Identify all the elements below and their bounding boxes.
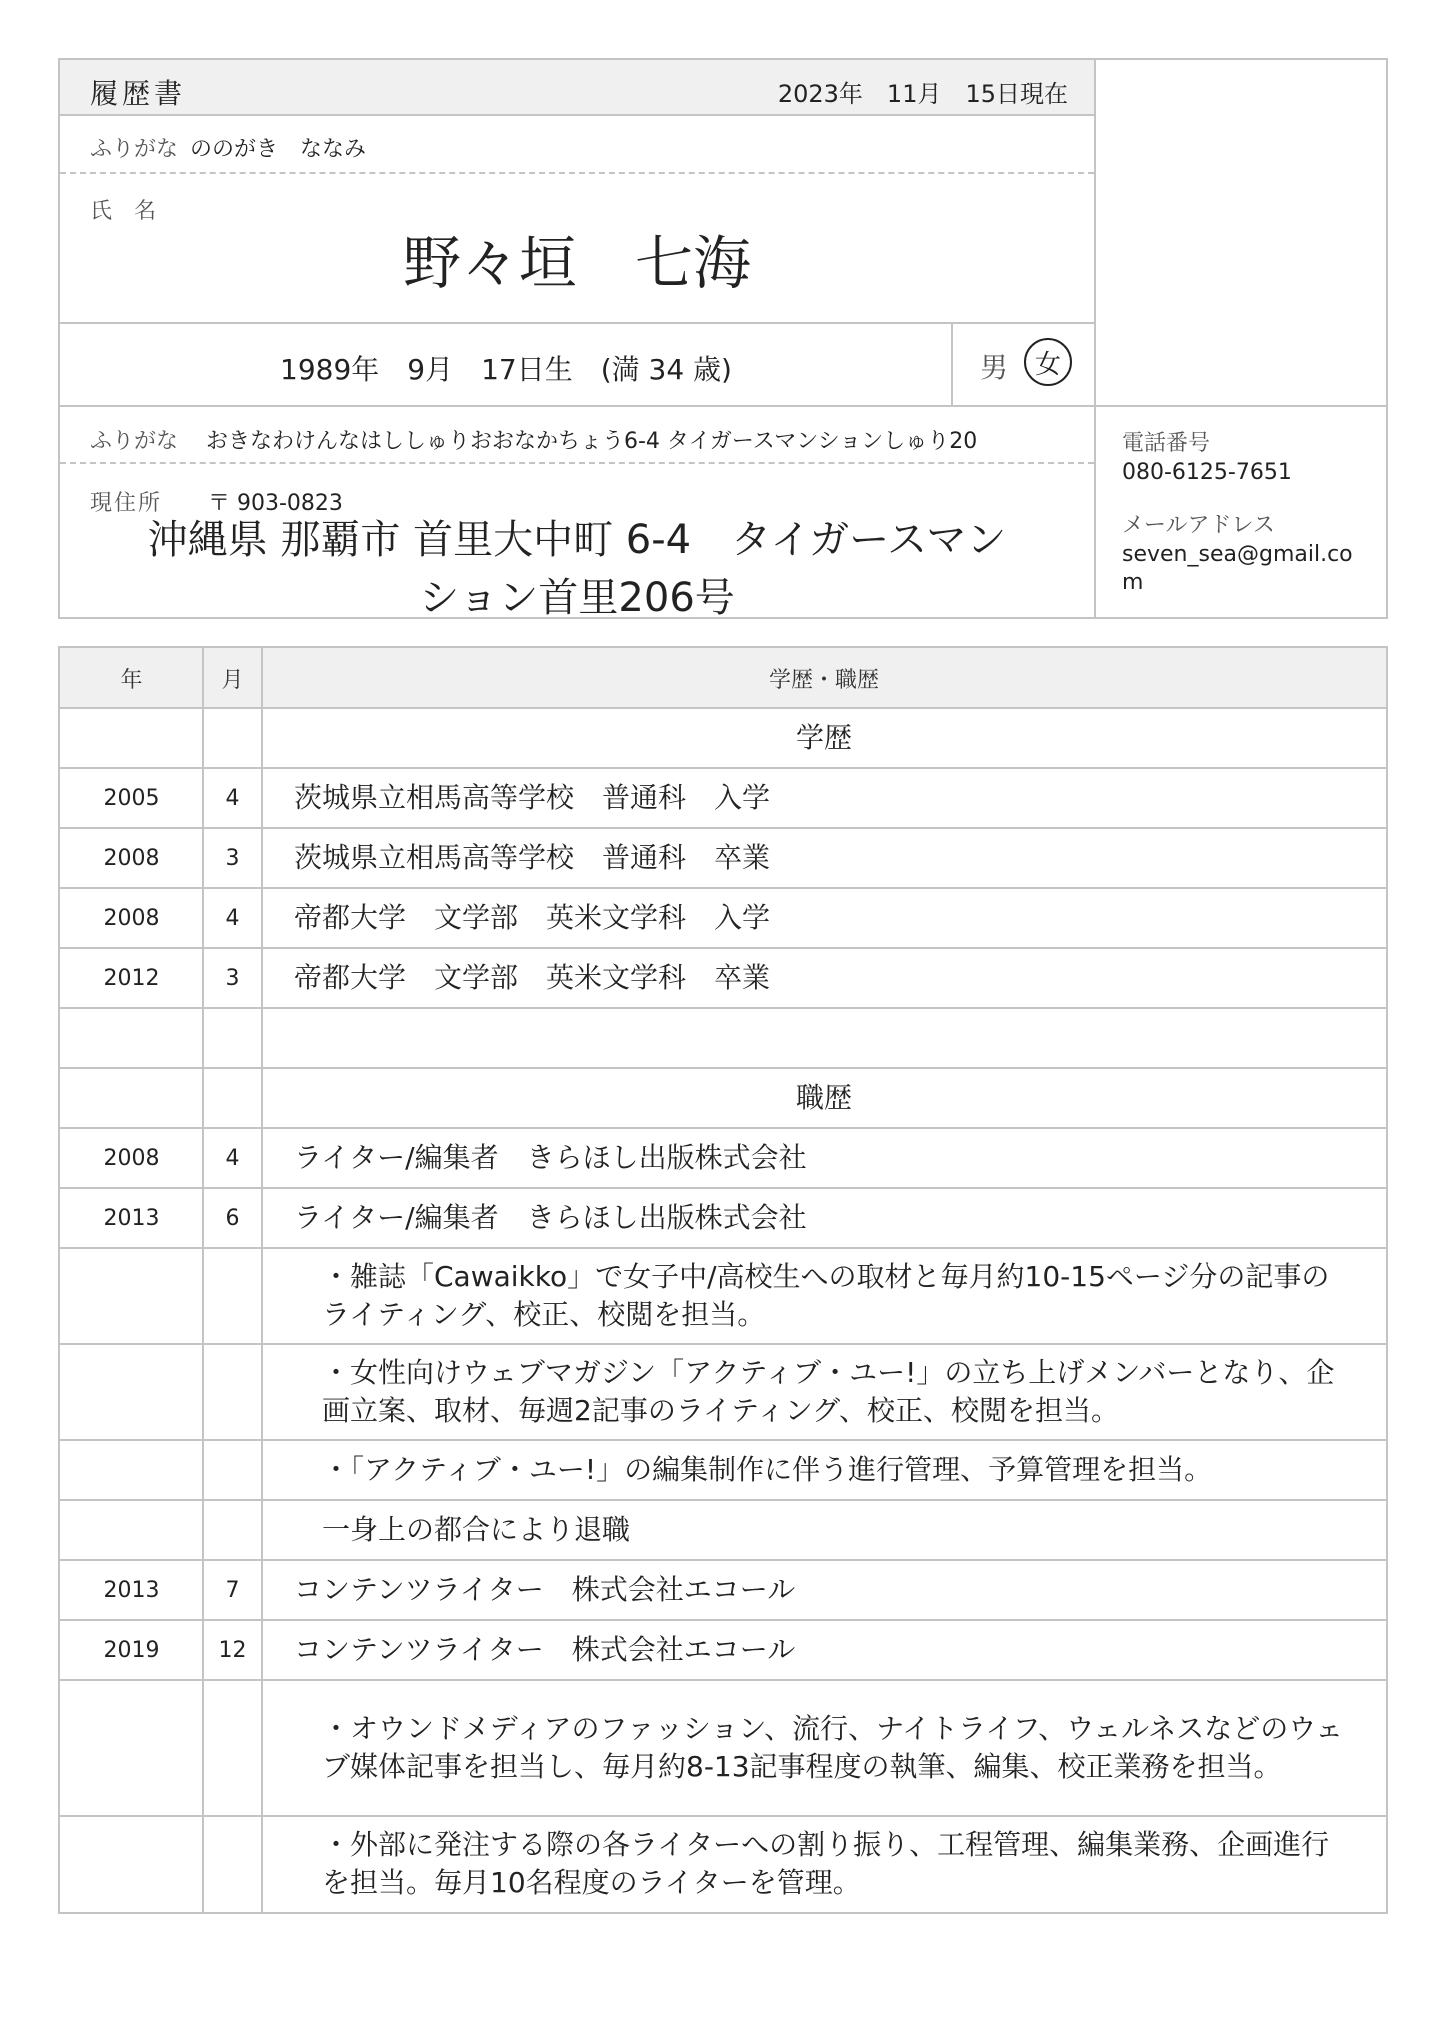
address-furigana: おきなわけんなはししゅりおおなかちょう6-4 タイガースマンションしゅり20: [206, 429, 978, 454]
history-year: [60, 1008, 203, 1068]
history-month: 6: [225, 1205, 240, 1231]
email-label: メールアドレス: [1122, 513, 1275, 538]
history-year: 2012: [103, 965, 160, 991]
history-year: [60, 1816, 203, 1912]
history-year: [60, 1440, 203, 1500]
history-section-heading: 学歴: [795, 721, 852, 754]
history-entry: コンテンツライター 株式会社エコール: [294, 1633, 796, 1666]
history-entry: [294, 1008, 1358, 1068]
history-entry: ライター/編集者 きらほし出版株式会社: [294, 1201, 807, 1234]
address-furigana-label: ふりがな: [90, 429, 179, 454]
history-year: [60, 1248, 203, 1344]
history-month: [203, 708, 262, 768]
full-name: 野々垣 七海: [402, 229, 751, 297]
address-line-1: 沖縄県 那覇市 首里大中町 6-4 タイガースマン: [147, 517, 1007, 563]
document-date: 2023年 11月 15日現在: [777, 80, 1068, 108]
history-year: 2013: [103, 1205, 160, 1231]
history-col-divider: [261, 648, 263, 1912]
history-month: 4: [225, 1145, 240, 1171]
history-entry: 帝都大学 文学部 英米文学科 入学: [294, 901, 771, 934]
email-line-2: m: [1122, 570, 1144, 595]
history-entry: ・雑誌「Cawaikko」で女子中/高校生への取材と毎月約10-15ページ分の記事のライティング、校正、校閲を担当。: [322, 1260, 1330, 1331]
history-year: 2008: [103, 1145, 160, 1171]
history-entry: ・女性向けウェブマガジン「アクティブ・ユー!」の立ち上げメンバーとなり、企画立案、取材、毎週2記事のライティング、校正、校閲を担当。: [322, 1356, 1335, 1427]
phone-number: 080-6125-7651: [1122, 460, 1292, 485]
name-furigana-label: ふりがな: [90, 137, 179, 162]
history-month: 3: [225, 845, 240, 871]
history-year: [60, 1344, 203, 1440]
address-line-2: ション首里206号: [419, 575, 735, 621]
history-col-divider: [202, 648, 204, 1912]
history-entry: 茨城県立相馬高等学校 普通科 入学: [294, 781, 771, 814]
history-month: 3: [225, 965, 240, 991]
history-entry: 帝都大学 文学部 英米文学科 卒業: [294, 961, 771, 994]
phone-label: 電話番号: [1122, 431, 1211, 456]
history-month: [203, 1008, 262, 1068]
history-year: 2019: [103, 1637, 160, 1663]
photo-area-divider: [1094, 60, 1096, 618]
name-furigana: ののがき ななみ: [190, 137, 367, 162]
history-year: [60, 1680, 203, 1816]
history-year: 2008: [103, 905, 160, 931]
history-month: 4: [225, 785, 240, 811]
history-month: 7: [225, 1577, 240, 1603]
history-year: 2005: [103, 785, 160, 811]
history-entry: 茨城県立相馬高等学校 普通科 卒業: [294, 841, 771, 874]
history-year: [60, 708, 203, 768]
history-year: [60, 1068, 203, 1128]
history-month: [203, 1068, 262, 1128]
history-month: 12: [218, 1637, 247, 1663]
history-section-heading: 職歴: [795, 1081, 852, 1114]
name-label: 氏 名: [90, 199, 157, 224]
address-label: 現住所: [90, 491, 163, 516]
history-month: [203, 1344, 262, 1440]
history-year: [60, 1500, 203, 1560]
history-header-year: 年: [120, 667, 143, 693]
history-entry: ・オウンドメディアのファッション、流行、ナイトライフ、ウェルネスなどのウェブ媒体記事を担当し、毎月約8-13記事程度の執筆、編集、校正業務を担当。: [322, 1712, 1344, 1783]
birth-date: 1989年 9月 17日生 (満 34 歳): [280, 353, 732, 386]
gender-female: 女: [1034, 349, 1061, 380]
history-entry: ・外部に発注する際の各ライターへの割り振り、工程管理、編集業務、企画進行を担当。毎月10名程度のライターを管理。: [322, 1828, 1330, 1899]
history-header-month: 月: [221, 667, 244, 693]
history-month: [203, 1816, 262, 1912]
document-title: 履歴書: [90, 77, 187, 110]
history-month: [203, 1440, 262, 1500]
history-month: [203, 1500, 262, 1560]
gender-male: 男: [980, 351, 1009, 384]
gender-female-circled: [1024, 338, 1072, 386]
email-line-1: seven_sea@gmail.co: [1122, 542, 1353, 567]
history-entry: ・「アクティブ・ユー!」の編集制作に伴う進行管理、予算管理を担当。: [322, 1453, 1213, 1486]
history-year: 2008: [103, 845, 160, 871]
history-month: [203, 1248, 262, 1344]
history-year: 2013: [103, 1577, 160, 1603]
history-entry: ライター/編集者 きらほし出版株式会社: [294, 1141, 807, 1174]
history-entry: 一身上の都合により退職: [322, 1513, 631, 1546]
postal-code: 〒 903-0823: [208, 491, 343, 516]
history-entry: コンテンツライター 株式会社エコール: [294, 1573, 796, 1606]
history-header-content: 学歴・職歴: [768, 667, 879, 693]
history-month: 4: [225, 905, 240, 931]
history-month: [203, 1680, 262, 1816]
